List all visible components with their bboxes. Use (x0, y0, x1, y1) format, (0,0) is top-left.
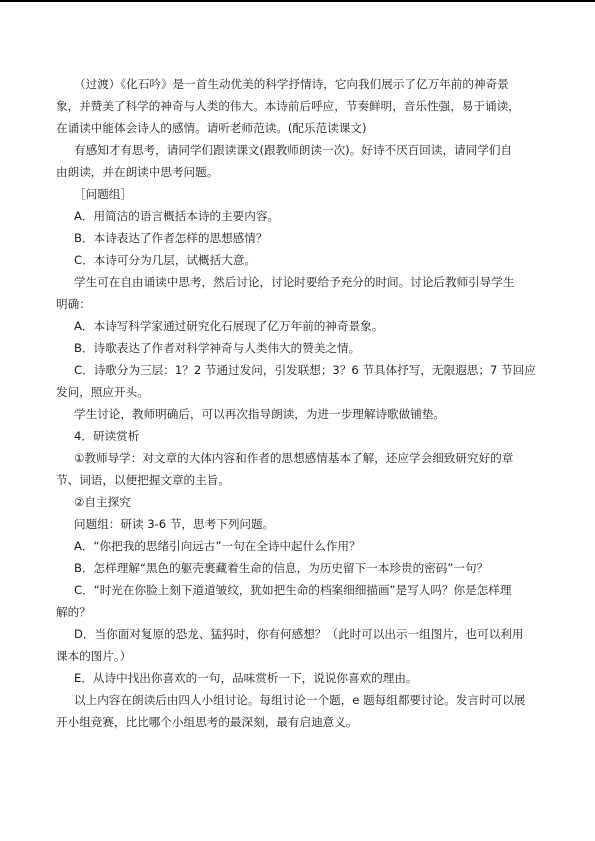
text-line: 明确： (56, 297, 91, 311)
text-line: 由朗读，并在朗读中思考问题。 (56, 165, 219, 179)
text-line: E．从诗中找出你喜欢的一句，品味赏析一下，说说你喜欢的理由。 (74, 671, 418, 685)
text-line: 课本的图片。） (56, 649, 132, 663)
paragraph-question-group-label (56, 183, 542, 205)
text-line: B．怎样理解“黑色的躯壳裹藏着生命的信息，为历史留下一本珍贵的密码”一句？ (74, 561, 489, 575)
document-body (56, 73, 542, 733)
paragraph-ans-a (56, 315, 542, 337)
paragraph-intro (56, 73, 542, 139)
paragraph-guidance (56, 403, 542, 425)
paragraph-q2-a (56, 535, 542, 557)
text-line: 解的？ (56, 605, 91, 619)
text-line: C．诗歌分为三层：1？2 节通过发问，引发联想；3？6 节具体抒写，无限遐思；7 节回应 (74, 363, 536, 377)
paragraph-q-b (56, 227, 542, 249)
paragraph-read-aloud (56, 139, 542, 183)
paragraph-ans-b (56, 337, 542, 359)
paragraph-question-group-2 (56, 513, 542, 535)
text-line: A．“你把我的思绪引向远古”一句在全诗中起什么作用？ (74, 539, 361, 553)
text-line: 问题组：研读 3-6 节，思考下列问题。 (74, 517, 275, 531)
text-line: C．“时光在你脸上刻下道道皱纹，犹如把生命的档案细细描画”是写人吗？你是怎样理 (74, 583, 512, 597)
page-top-rule (0, 0, 595, 2)
text-line: 象，并赞美了科学的神奇与人类的伟大。本诗前后呼应，节奏鲜明，音乐性强，易于诵读， (56, 99, 520, 113)
text-line: 学生可在自由诵读中思考，然后讨论，讨论时要给予充分的时间。讨论后教师引导学生 (74, 275, 515, 289)
paragraph-self-explore (56, 491, 542, 513)
paragraph-group-discussion (56, 689, 542, 733)
text-line: 有感知才有思考，请同学们跟读课文(跟教师朗读一次)。好诗不厌百回读，请同学们自 (74, 143, 513, 157)
paragraph-ans-c (56, 359, 542, 403)
text-line: 4．研读赏析 (74, 429, 140, 443)
paragraph-discussion (56, 271, 542, 315)
paragraph-q-c (56, 249, 542, 271)
text-line: A．本诗写科学家通过研究化石展现了亿万年前的神奇景象。 (74, 319, 384, 333)
paragraph-q2-d (56, 623, 542, 667)
text-line: B．诗歌表达了作者对科学神奇与人类伟大的赞美之情。 (74, 341, 361, 355)
paragraph-q-a (56, 205, 542, 227)
text-line: 发问，照应开头。 (56, 385, 149, 399)
text-line: 开小组竞赛，比比哪个小组思考的最深刻，最有启迪意义。 (56, 715, 358, 729)
paragraph-q2-c (56, 579, 542, 623)
paragraph-q2-b (56, 557, 542, 579)
text-line: ②自主探究 (74, 495, 131, 509)
text-line: （过渡）《化石吟》是一首生动优美的科学抒情诗，它向我们展示了亿万年前的神奇景 (74, 77, 509, 91)
text-line: A．用简洁的语言概括本诗的主要内容。 (74, 209, 280, 223)
text-line: ①教师导学：对文章的大体内容和作者的思想感情基本了解，还应学会细致研究好的章 (74, 451, 514, 465)
text-line: D．当你面对复原的恐龙、猛犸时，你有何感想？（此时可以出示一组图片，也可以利用 (74, 627, 524, 641)
text-line: C．本诗可分为几层，试概括大意。 (74, 253, 257, 267)
text-line: 在诵读中能体会诗人的感情。请听老师范读。(配乐范读课文) (56, 121, 367, 135)
text-line: 以上内容在朗读后由四人小组讨论。每组讨论一个题，e 题每组都要讨论。发言时可以展 (74, 693, 526, 707)
text-line: 节、词语，以便把握文章的主旨。 (56, 473, 230, 487)
text-line: B．本诗表达了作者怎样的思想感情？ (74, 231, 268, 245)
paragraph-q2-e (56, 667, 542, 689)
paragraph-teacher-guide (56, 447, 542, 491)
paragraph-section-4 (56, 425, 542, 447)
text-line: ［问题组］ (74, 187, 132, 201)
text-line: 学生讨论，教师明确后，可以再次指导朗读，为进一步理解诗歌做铺垫。 (74, 407, 446, 421)
